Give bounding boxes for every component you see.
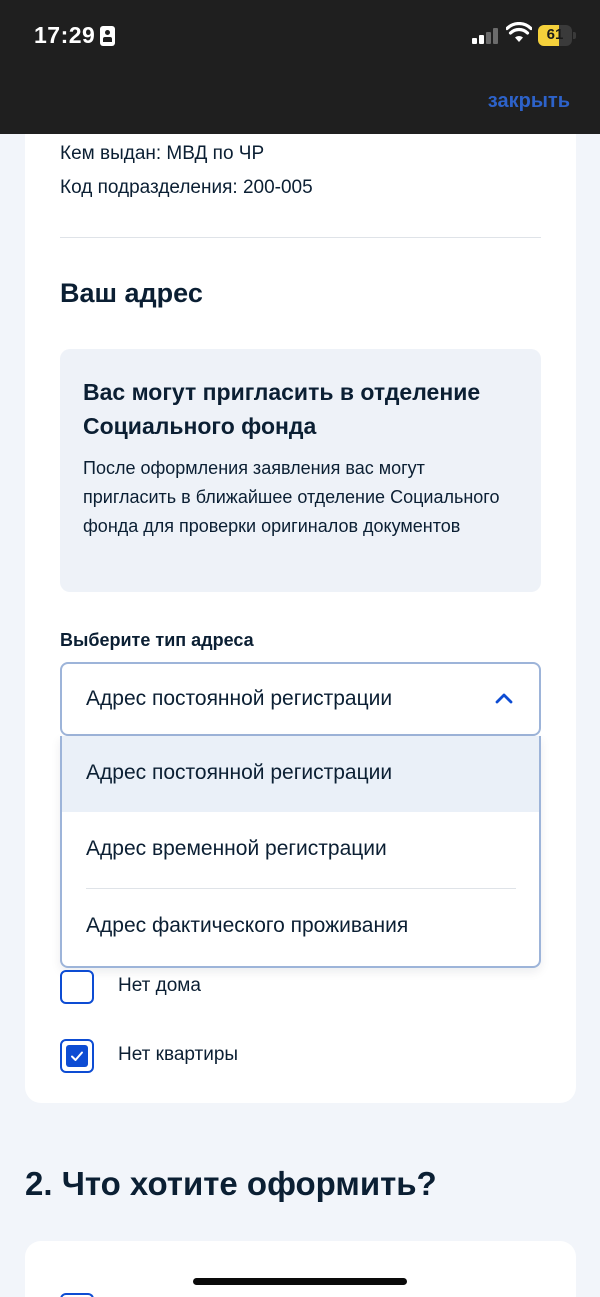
address-option-temporary[interactable] bbox=[62, 812, 539, 888]
passport-issued-by: Кем выдан: МВД по ЧР bbox=[60, 143, 265, 164]
address-option-permanent[interactable] bbox=[62, 736, 539, 812]
step-2-title: 2. Что хотите оформить? bbox=[25, 1165, 437, 1202]
section-divider bbox=[60, 237, 541, 238]
info-banner-text: После оформления заявления вас могут пригласить в ближайшее отделение Социального фонда для проверки оригиналов документов bbox=[83, 458, 500, 536]
address-type-selected-value: Адрес постоянной регистрации bbox=[86, 687, 393, 710]
battery-percent: 61 bbox=[546, 26, 564, 43]
status-time: 17:29 bbox=[34, 22, 96, 48]
no-house-label: Нет дома bbox=[118, 975, 201, 996]
chevron-up-icon[interactable] bbox=[493, 688, 515, 710]
address-type-dropdown bbox=[60, 736, 541, 968]
home-indicator bbox=[193, 1278, 407, 1285]
address-option-label: Адрес временной регистрации bbox=[86, 837, 387, 860]
passport-division-code: Код подразделения: 200-005 bbox=[60, 177, 313, 198]
no-apartment-checkbox[interactable] bbox=[60, 1039, 94, 1073]
address-type-label: Выберите тип адреса bbox=[60, 630, 254, 650]
status-bar bbox=[0, 0, 600, 72]
nav-bar bbox=[0, 72, 600, 134]
address-type-select[interactable] bbox=[60, 662, 541, 736]
info-banner-title: Вас могут пригласить в отделение Социального фонда bbox=[83, 379, 481, 439]
battery-icon bbox=[538, 25, 576, 46]
id-card-icon bbox=[100, 26, 115, 46]
check-icon bbox=[66, 1045, 88, 1067]
info-banner bbox=[60, 349, 541, 592]
address-option-label: Адрес постоянной регистрации bbox=[86, 761, 393, 784]
cellular-signal-icon bbox=[472, 28, 500, 44]
no-house-checkbox[interactable] bbox=[60, 970, 94, 1004]
step-2-checkbox[interactable] bbox=[60, 1293, 94, 1297]
address-section-title: Ваш адрес bbox=[60, 278, 203, 308]
close-button[interactable]: закрыть bbox=[487, 90, 570, 112]
wifi-icon bbox=[506, 22, 532, 44]
address-option-actual[interactable] bbox=[62, 889, 539, 965]
address-option-label: Адрес фактического проживания bbox=[86, 914, 409, 937]
no-apartment-label: Нет квартиры bbox=[118, 1044, 239, 1065]
step-2-card bbox=[25, 1241, 576, 1297]
